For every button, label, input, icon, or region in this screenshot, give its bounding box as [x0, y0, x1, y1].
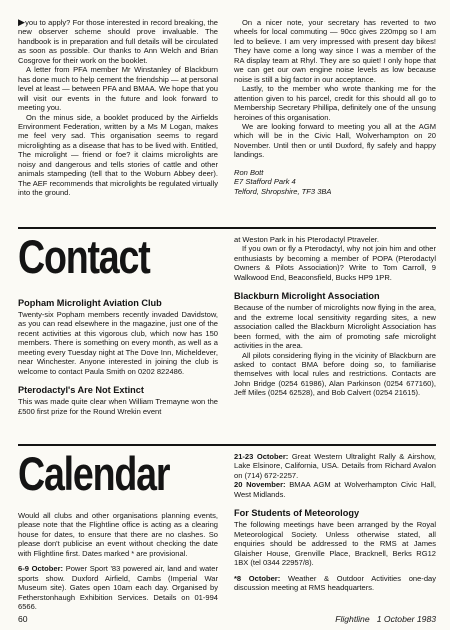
- paragraph: On a nicer note, your secretary has reverted to two wheels for local commuting — 90cc gives 220mpg so I am led to believe. I am very impressed with present day bikes! They have come a long way since I was a member of the RA display team at Rhyl. They are so quiet! I only hope that we can get our own engine noise levels as low because noise is still a big factor in our acceptance.: [234, 18, 436, 84]
- contact-heading: Contact: [18, 230, 150, 283]
- popham-title: Popham Microlight Aviation Club: [18, 298, 162, 308]
- popa-text: If you own or fly a Pterodactyl, why not join him and other enthusiasts by becoming a member of POPA (Pterodactyl Owners & Pilots Association)? Write to Tom Carroll, 9 Walkwood End, Beaconsfield, Bucks HP9 1PR.: [234, 244, 436, 282]
- entry-text: BMAA AGM at Wolverhampton Civic Hall, West Midlands.: [234, 480, 436, 499]
- paragraph: We are looking forward to meeting you all at the AGM which will be in the Civic Hall, Wolverhampton on 20 November. Until then or until Duxford, fly safely and happy landings.: [234, 121, 436, 160]
- calendar-entry: [234, 480, 436, 499]
- blackburn-text: All pilots considering flying in the vicinity of Blackburn are asked to contact BMA before doing so, to familiarise themselves with local rules and restrictions. Contacts are John Bridge (0254 61986), Alan Parkinson (0254 677160), Jeff Miles (0254 62528), and Bob Calvert (0254 21615).: [234, 350, 436, 398]
- signature-name: Ron Bott: [234, 167, 264, 177]
- calendar-entry: [234, 452, 436, 480]
- signature-address-line: Telford, Shropshire, TF3 3BA: [234, 186, 332, 196]
- contact-column-left: [18, 232, 218, 416]
- students-text: The following meetings have been arranged by the Royal Meteorological Society. Unless otherwise stated, all enquiries should be addressed to the RMS at James Glaisher House, Grenville Place, Bracknell, Berks RG12 1BX (tel 0344 22957/8).: [234, 520, 436, 568]
- paragraph: [18, 18, 218, 65]
- entry-text: Power Sport '83 powered air, land and water sports show. Duxford Airfield, Cambs (Imperial War Museum site). Gates open 10am each day. Organised by Fetherstonhaugh Exhibition Services. Details on 01-994 6566.: [18, 564, 218, 612]
- arrow-icon: ▶: [18, 17, 26, 27]
- calendar-column-right: [234, 452, 436, 592]
- calendar-column-left: [18, 449, 218, 612]
- section-divider: [18, 227, 436, 229]
- calendar-heading: Calendar: [18, 447, 170, 500]
- entry-text: Weather & Outdoor Activities one-day discussion meeting at RMS headquarters.: [234, 573, 436, 592]
- students-title: For Students of Meteorology: [234, 508, 360, 519]
- entry-date: 20 November:: [234, 480, 286, 490]
- paragraph: On the minus side, a booklet produced by the Airfields Environment Federation, written by a Ms M Logan, makes me feel very sad. This organisation seems to regard microlighting as a disease that has to be lived with. Entitled, The microlight — friend or foe? it claims microlights are noisy and dangerous and tells stories of cattle and other animals stampeding (tell that to the Woburn Abbey deer). The AEF recommends that microlights be regulated virtually into the ground.: [18, 112, 218, 198]
- entry-date: *8 October:: [234, 573, 281, 583]
- footer-publication: Flightline 1 October 1983: [335, 614, 436, 624]
- entry-text: Great Western Ultralight Rally & Airshow, Lake Elsinore, California, USA. Details from Richard Avalon on (714) 672-2257.: [234, 452, 436, 480]
- paragraph: A letter from PFA member Mr Winstanley of Blackburn has done much to help cement the friendship — at personal level at least — between PFA and BMAA. We hope that you will visit our events in the future and look forward to meeting you.: [18, 65, 218, 113]
- entry-date: 21-23 October:: [234, 452, 289, 461]
- contact-column-right: [234, 235, 436, 398]
- paragraph-text: you to apply? For those interested in record breaking, the new observer scheme should prove invaluable. The handbook is in preparation and full details will be circulated as soon as possible. Our thanks to Ann Welch and Brian Cosgrove for their work on the booklet.: [18, 18, 218, 65]
- pterodactyl-text: This was made quite clear when William Tremayne won the £500 first prize for the Round Wrekin event: [18, 397, 218, 416]
- letter-column-right: [234, 18, 436, 196]
- blackburn-title: Blackburn Microlight Association: [234, 291, 380, 302]
- popham-text: Twenty-six Popham members recently invaded Davidstow, as you can read elsewhere in the magazine, just one of the recent activities at this vigorous club, which now has 150 members. There is something on every month, as well as a meeting every Tuesday night at The Dove Inn, Micheldever, near Winchester. Anyone interested in joining the club is welcome to contact Paula Smith on 0202 822486.: [18, 310, 218, 376]
- pterodactyl-title: Pterodactyl's Are Not Extinct: [18, 385, 144, 396]
- calendar-entry: [234, 574, 436, 593]
- pterodactyl-text-continued: at Weston Park in his Pterodactyl Ptraveler.: [234, 235, 379, 244]
- calendar-entry: [18, 564, 218, 611]
- calendar-intro: Would all clubs and other organisations planning events, please note that the Flightline office is acting as a clearing house for dates, to ensure that there are no clashes. So please don't publicise an event without checking the date with Flightline first. Dates marked * are provisional.: [18, 511, 218, 558]
- section-divider: [18, 444, 436, 446]
- signature-address-line: E7 Stafford Park 4: [234, 177, 296, 187]
- blackburn-text: Because of the number of microlights now flying in the area, and the extreme local sensitivity regarding sites, a new association called the Blackburn Microlight Association has been formed, with the aim of promoting safe microlight activities in the area.: [234, 303, 436, 351]
- page-number: 60: [18, 614, 28, 624]
- paragraph: Lastly, to the member who wrote thanking me for the attention given to his parcel, credit for this should all go to Membership Secretary Phillipa, definitely one of the unsung heroines of this organisation.: [234, 84, 436, 122]
- letter-column-left: [18, 18, 218, 198]
- entry-date: 6-9 October:: [18, 564, 64, 574]
